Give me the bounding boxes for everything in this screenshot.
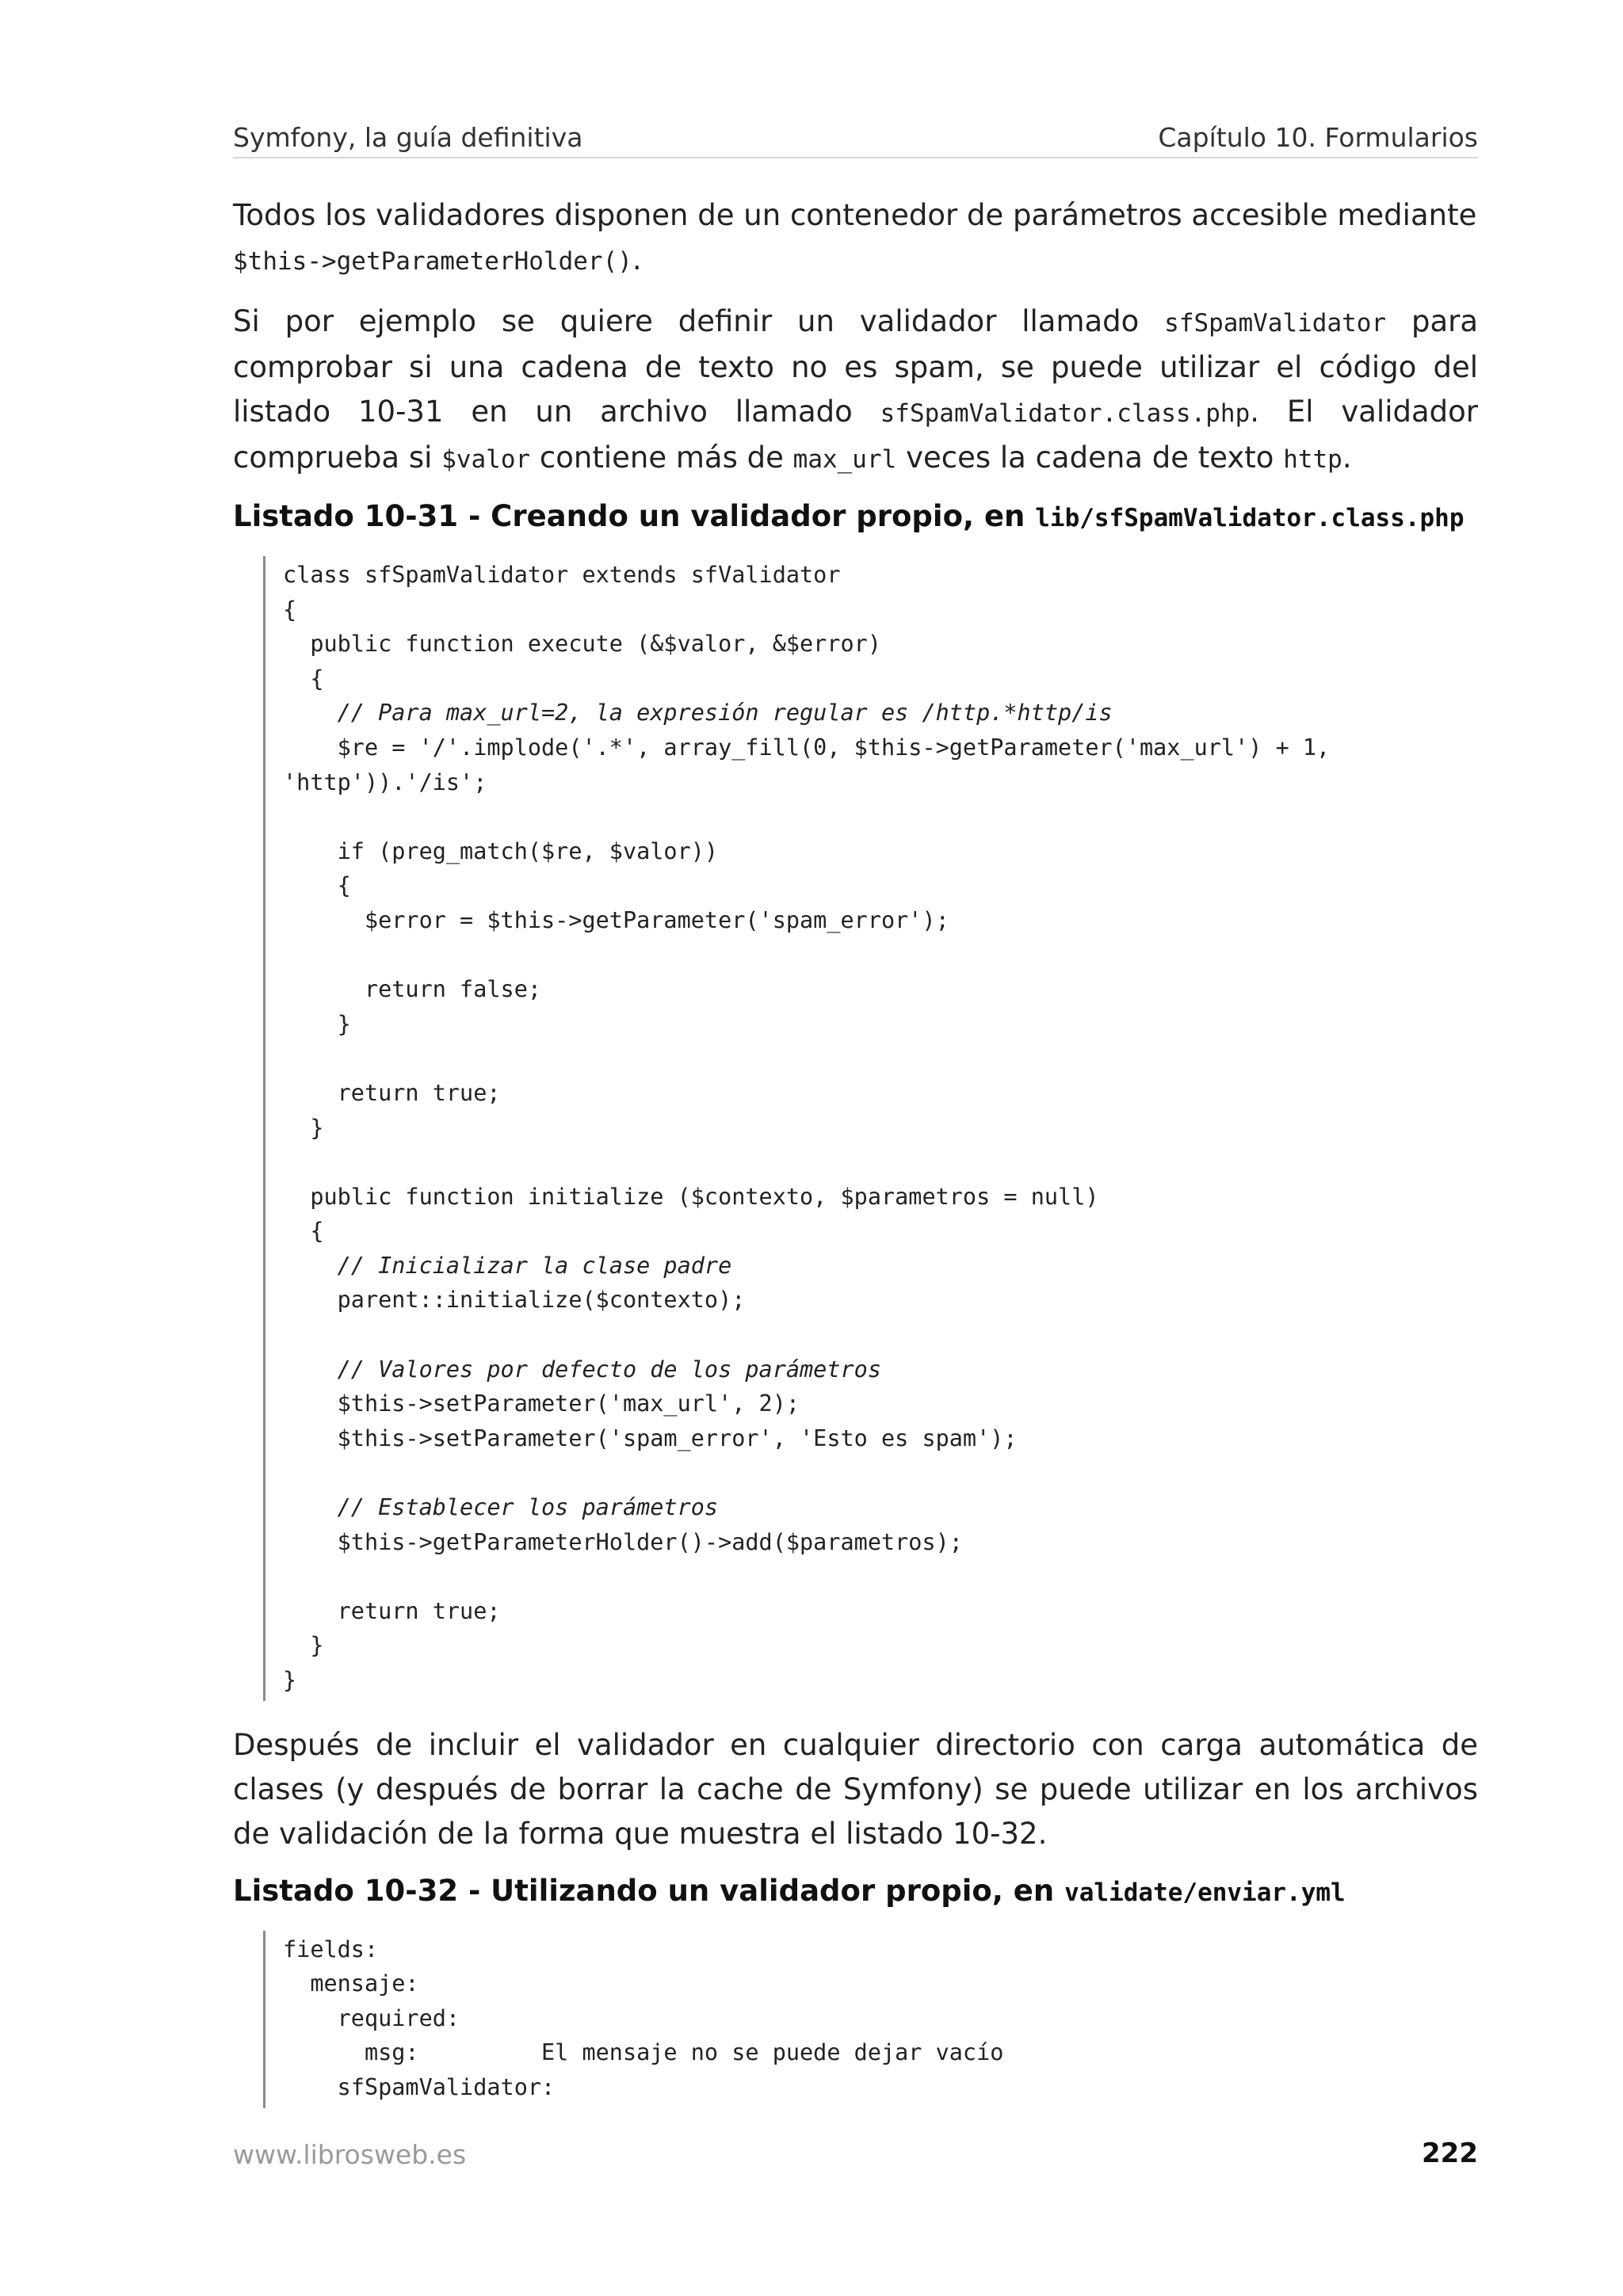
inline-code-filename: sfSpamValidator.class.php: [880, 399, 1251, 428]
code-line: parent::initialize($contexto);: [283, 1287, 746, 1314]
code-line: }: [283, 1114, 324, 1141]
inline-code-http: http: [1283, 445, 1342, 474]
code-line: }: [283, 1010, 351, 1037]
code-line: required:: [283, 2004, 460, 2031]
code-line: [283, 1145, 1478, 1180]
code-line: {: [283, 1218, 324, 1245]
page-header: [233, 117, 1478, 158]
code-line: [283, 1559, 1478, 1594]
text-fragment: . El validador comprueba si: [233, 395, 1478, 475]
code-line: {: [283, 596, 297, 623]
code-line: // Para max_url=2, la expresión regular es /http.*http/is: [283, 700, 1113, 727]
code-line: {: [283, 872, 351, 899]
code-line: // Establecer los parámetros: [283, 1494, 719, 1521]
listing-10-31-caption: [233, 498, 1478, 537]
paragraph-usage: Después de incluir el validador en cualquier directorio con carga automática de clases (y después de borrar la cache de Symfony) se puede utilizar en los archivos de validación de la forma que muestra el listado 10-32.: [233, 1727, 1478, 1851]
code-line: $this->getParameterHolder()->add($parametros);: [283, 1528, 963, 1555]
code-block-listing-10-32: [263, 1931, 1478, 2108]
text-fragment: para comprobar si una cadena de texto no es spam, se puede utilizar el código del listado 10-31 en un archivo llamado: [233, 304, 1479, 429]
inline-code-variable: $valor: [441, 445, 531, 474]
code-line: class sfSpamValidator extends sfValidator: [283, 562, 841, 588]
book-title: Symfony, la guía definitiva: [233, 122, 583, 153]
paragraph-intro-end: .: [632, 242, 642, 277]
code-line: if (preg_match($re, $valor)): [283, 837, 719, 864]
text-fragment: Si por ejemplo se quiere definir un validador llamado: [233, 304, 1165, 338]
code-line: // Inicializar la clase padre: [283, 1252, 732, 1279]
code-line: }: [283, 1632, 324, 1659]
code-line: $re = '/'.implode('.*', array_fill(0, $this->getParameter('max_url') + 1,: [283, 734, 1331, 761]
code-line: 'http')).'/is';: [283, 769, 487, 795]
code-block-listing-10-31: [263, 556, 1478, 1701]
code-line: $this->setParameter('max_url', 2);: [283, 1390, 800, 1417]
page-content: [233, 193, 1478, 2130]
footer-url: www.librosweb.es: [233, 2139, 467, 2170]
paragraph-spam-validator: [233, 299, 1478, 482]
code-line: // Valores por defecto de los parámetros: [283, 1356, 881, 1383]
page-number: 222: [1422, 2138, 1478, 2169]
code-line: }: [283, 1667, 297, 1693]
paragraph-intro: [233, 193, 1478, 284]
code-line: {: [283, 665, 324, 692]
listing-caption-text: Listado 10-32 - Utilizando un validador propio, en: [233, 1873, 1065, 1908]
listing-caption-text: Listado 10-31 - Creando un validador propio, en: [233, 499, 1036, 533]
code-line: msg: El mensaje no se puede dejar vacío: [283, 2039, 1004, 2066]
code-line: [283, 938, 1478, 973]
code-line: return true;: [283, 1597, 501, 1624]
code-line: [283, 1041, 1478, 1076]
listing-caption-path: validate/enviar.yml: [1064, 1878, 1346, 1907]
code-line: $this->setParameter('spam_error', 'Esto es spam');: [283, 1425, 1018, 1451]
code-line: [283, 799, 1478, 834]
listing-10-32-caption: [233, 1872, 1478, 1912]
code-line: fields:: [283, 1936, 379, 1962]
code-line: public function initialize ($contexto, $parametros = null): [283, 1183, 1099, 1210]
code-line: return false;: [283, 976, 542, 1003]
inline-code-classname: sfSpamValidator: [1164, 309, 1387, 338]
listing-caption-path: lib/sfSpamValidator.class.php: [1035, 504, 1465, 532]
inline-code-getparameterholder: $this->getParameterHolder(): [233, 247, 632, 276]
chapter-title: Capítulo 10. Formularios: [1158, 122, 1478, 153]
text-fragment: veces la cadena de texto: [896, 441, 1284, 475]
text-fragment: .: [1342, 441, 1352, 475]
code-line: return true;: [283, 1079, 501, 1106]
code-line: $error = $this->getParameter('spam_error');: [283, 906, 949, 933]
inline-code-max-url: max_url: [792, 445, 897, 474]
text-fragment: contiene más de: [530, 441, 793, 475]
code-line: mensaje:: [283, 1970, 419, 1997]
code-line: [283, 1455, 1478, 1490]
code-line: sfSpamValidator:: [283, 2073, 556, 2100]
code-line: [283, 1318, 1478, 1352]
paragraph-intro-text: Todos los validadores disponen de un contenedor de parámetros accesible mediante: [233, 198, 1477, 232]
code-line: public function execute (&$valor, &$error): [283, 631, 881, 658]
